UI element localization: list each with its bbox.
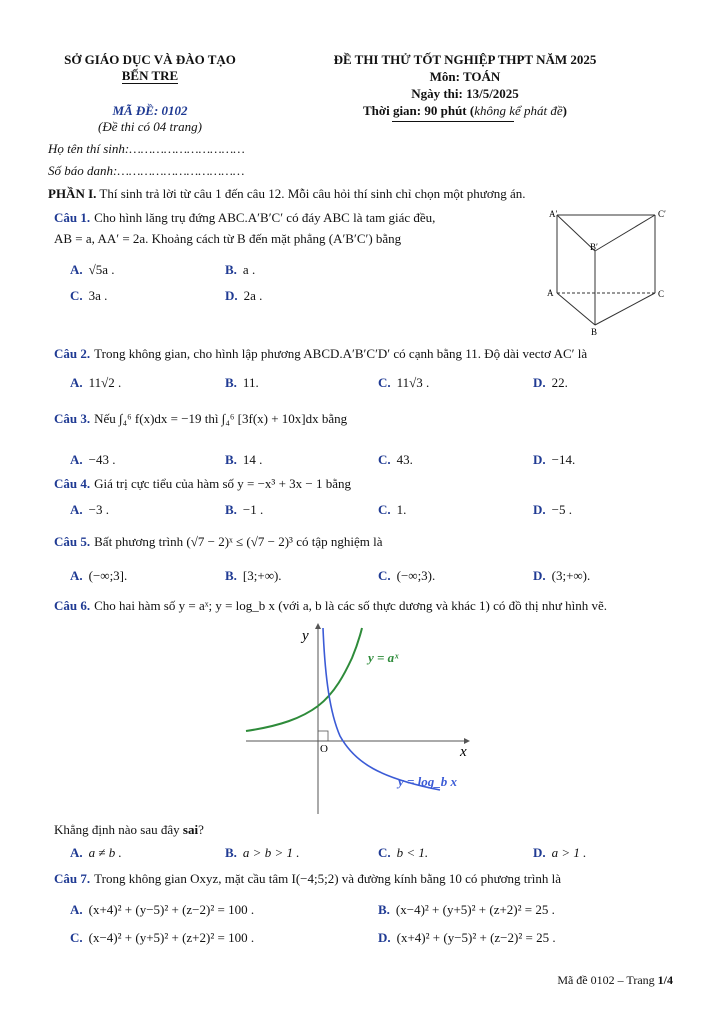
q3-option-b[interactable]: B. 14 . — [225, 452, 263, 467]
q4-option-b[interactable]: B. −1 . — [225, 502, 264, 517]
label-a-prime: A′ — [549, 209, 558, 219]
candidate-name-line: Họ tên thí sinh:………………………… — [48, 141, 245, 156]
q3-option-d[interactable]: D. −14. — [533, 452, 576, 467]
q2-option-c[interactable]: C. 11√3 . — [378, 375, 430, 390]
q3-option-c[interactable]: C. 43. — [378, 452, 413, 467]
q5-option-c[interactable]: C. (−∞;3). — [378, 568, 436, 583]
candidate-id-line: Số báo danh:…………………………… — [48, 163, 245, 178]
q1-option-d[interactable]: D. 2a . — [225, 288, 263, 303]
q2-option-b[interactable]: B. 11. — [225, 375, 259, 390]
question-4: Câu 4. Giá trị cực tiểu của hàm số y = −x³ + 3x − 1 bằng — [54, 476, 352, 491]
q4-option-a[interactable]: A. −3 . — [70, 502, 109, 517]
origin-marker — [318, 731, 328, 741]
part1-instruction: PHẦN I. Thí sinh trả lời từ câu 1 đến câu 12. Mỗi câu hỏi thí sinh chỉ chọn một phương án. — [48, 186, 526, 201]
q5-option-a[interactable]: A. (−∞;3]. — [70, 568, 128, 583]
question-7: Câu 7. Trong không gian Oxyz, mặt cầu tâm I(−4;5;2) và đường kính bằng 10 có phương trình là — [54, 871, 561, 886]
q6-option-b[interactable]: B. a > b > 1 . — [225, 845, 300, 860]
label-a: A — [547, 288, 554, 298]
question-2: Câu 2. Trong không gian, cho hình lập phương ABCD.A′B′C′D′ có cạnh bằng 11. Độ dài vectơ AC′ là — [54, 346, 588, 361]
exam-title: ĐỀ THI THỬ TỐT NGHIỆP THPT NĂM 2025 — [333, 52, 597, 67]
y-axis-label: y — [302, 628, 309, 644]
question-5: Câu 5. Bất phương trình (√7 − 2)ˣ ≤ (√7 − 2)³ có tập nghiệm là — [54, 534, 383, 549]
title-underline — [392, 121, 514, 122]
exam-code: MÃ ĐỀ: 0102 — [112, 103, 188, 118]
origin-label: O — [320, 743, 328, 755]
q5-option-b[interactable]: B. [3;+∞). — [225, 568, 282, 583]
q1-option-c[interactable]: C. 3a . — [70, 288, 108, 303]
q1-option-b[interactable]: B. a . — [225, 262, 256, 277]
page-footer: Mã đề 0102 – Trang 1/4 — [557, 973, 673, 987]
label-b: B — [591, 327, 598, 337]
label-b-prime: B′ — [590, 242, 598, 252]
question-3: Câu 3. Nếu ∫₄⁶ f(x)dx = −19 thì ∫₄⁶ [3f(x) + 10x]dx bằng — [54, 411, 348, 426]
question-1-line2: AB = a, AA′ = 2a. Khoảng cách từ B đến mặt phẳng (A′B′C′) bằng — [54, 231, 402, 246]
label-c: C — [658, 289, 665, 299]
department-province: BẾN TRE — [121, 68, 179, 83]
q4-option-d[interactable]: D. −5 . — [533, 502, 572, 517]
question-6: Câu 6. Cho hai hàm số y = aˣ; y = log_b x (với a, b là các số thực dương và khác 1) có đồ thị như hình vẽ. — [54, 598, 608, 613]
exp-curve-label: y = aˣ — [368, 650, 399, 665]
exam-date: Ngày thi: 13/5/2025 — [411, 86, 519, 101]
prism-figure — [540, 205, 675, 337]
q5-option-d[interactable]: D. (3;+∞). — [533, 568, 591, 583]
q1-option-a[interactable]: A. √5a . — [70, 262, 115, 277]
x-axis-label: x — [460, 744, 467, 760]
exam-subject: Môn: TOÁN — [429, 69, 501, 84]
q3-option-a[interactable]: A. −43 . — [70, 452, 116, 467]
question-6-prompt: Khẳng định nào sau đây sai? — [54, 822, 204, 837]
q7-option-c[interactable]: C. (x−4)² + (y+5)² + (z+2)² = 100 . — [70, 930, 255, 945]
q2-option-d[interactable]: D. 22. — [533, 375, 568, 390]
q4-option-c[interactable]: C. 1. — [378, 502, 407, 517]
q7-option-b[interactable]: B. (x−4)² + (y+5)² + (z+2)² = 25 . — [378, 902, 555, 917]
q2-option-a[interactable]: A. 11√2 . — [70, 375, 122, 390]
log-curve-label: y = log_b x — [398, 774, 458, 789]
q6-option-c[interactable]: C. b < 1. — [378, 845, 429, 860]
department-name: SỞ GIÁO DỤC VÀ ĐÀO TẠO — [64, 52, 236, 67]
page-count: (Đề thi có 04 trang) — [98, 119, 202, 134]
q7-option-d[interactable]: D. (x+4)² + (y−5)² + (z−2)² = 25 . — [378, 930, 556, 945]
function-graph — [240, 618, 480, 818]
q7-option-a[interactable]: A. (x+4)² + (y−5)² + (z−2)² = 100 . — [70, 902, 255, 917]
q6-option-a[interactable]: A. a ≠ b . — [70, 845, 122, 860]
exam-time: Thời gian: 90 phút (không kể phát đề) — [362, 103, 568, 118]
label-c-prime: C′ — [658, 209, 666, 219]
question-1: Câu 1. Cho hình lăng trụ đứng ABC.A′B′C′ có đáy ABC là tam giác đều, — [54, 210, 436, 225]
q6-option-d[interactable]: D. a > 1 . — [533, 845, 587, 860]
y-axis-arrow — [315, 623, 321, 629]
